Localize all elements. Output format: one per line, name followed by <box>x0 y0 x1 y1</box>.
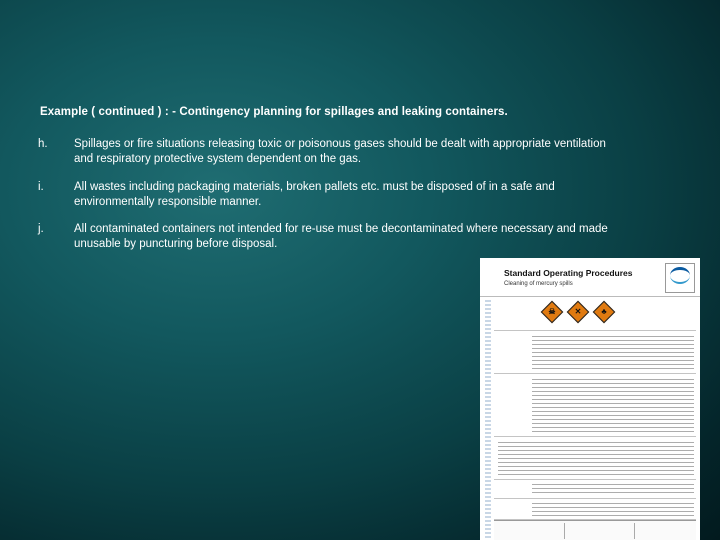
list-item-i <box>38 180 628 210</box>
corrosive-icon: ✕ <box>567 301 590 324</box>
list-item-h <box>38 137 628 167</box>
document-row-hazards-text <box>494 331 696 374</box>
list-item-text: Spillages or fire situations releasing toxic or poisonous gases should be dealt with appropriate ventilation and respiratory protective system dependent on the gas. <box>74 138 606 165</box>
list-marker: j. <box>38 223 44 235</box>
environment-hazard-icon: ♣ <box>593 301 616 324</box>
document-row-waste-disposal <box>494 499 696 520</box>
skull-crossbones-icon: ☠ <box>541 301 564 324</box>
list-marker: i. <box>38 181 44 193</box>
sop-document-image <box>480 258 700 540</box>
document-side-stripe <box>485 298 491 538</box>
document-footer <box>494 520 696 540</box>
document-subtitle: Cleaning of mercury spills <box>504 281 573 287</box>
slide-title: Example ( continued ) : - Contingency planning for spillages and leaking containers. <box>40 106 508 118</box>
list-marker: h. <box>38 138 48 150</box>
document-row-safety <box>494 374 696 437</box>
list-item-text: All contaminated containers not intended for re-use must be decontaminated where necessary and made unusable by puncturing before disposal. <box>74 223 608 250</box>
document-header <box>480 258 700 297</box>
document-row-first-aid <box>494 480 696 499</box>
document-row-hazards <box>494 298 696 331</box>
document-row-procedure <box>494 437 696 480</box>
list-item-j <box>38 222 628 252</box>
organization-logo-icon <box>665 263 695 293</box>
list-item-text: All wastes including packaging materials, broken pallets etc. must be disposed of in a safe and environmentally responsible manner. <box>74 181 555 208</box>
document-title: Standard Operating Procedures <box>504 268 633 278</box>
